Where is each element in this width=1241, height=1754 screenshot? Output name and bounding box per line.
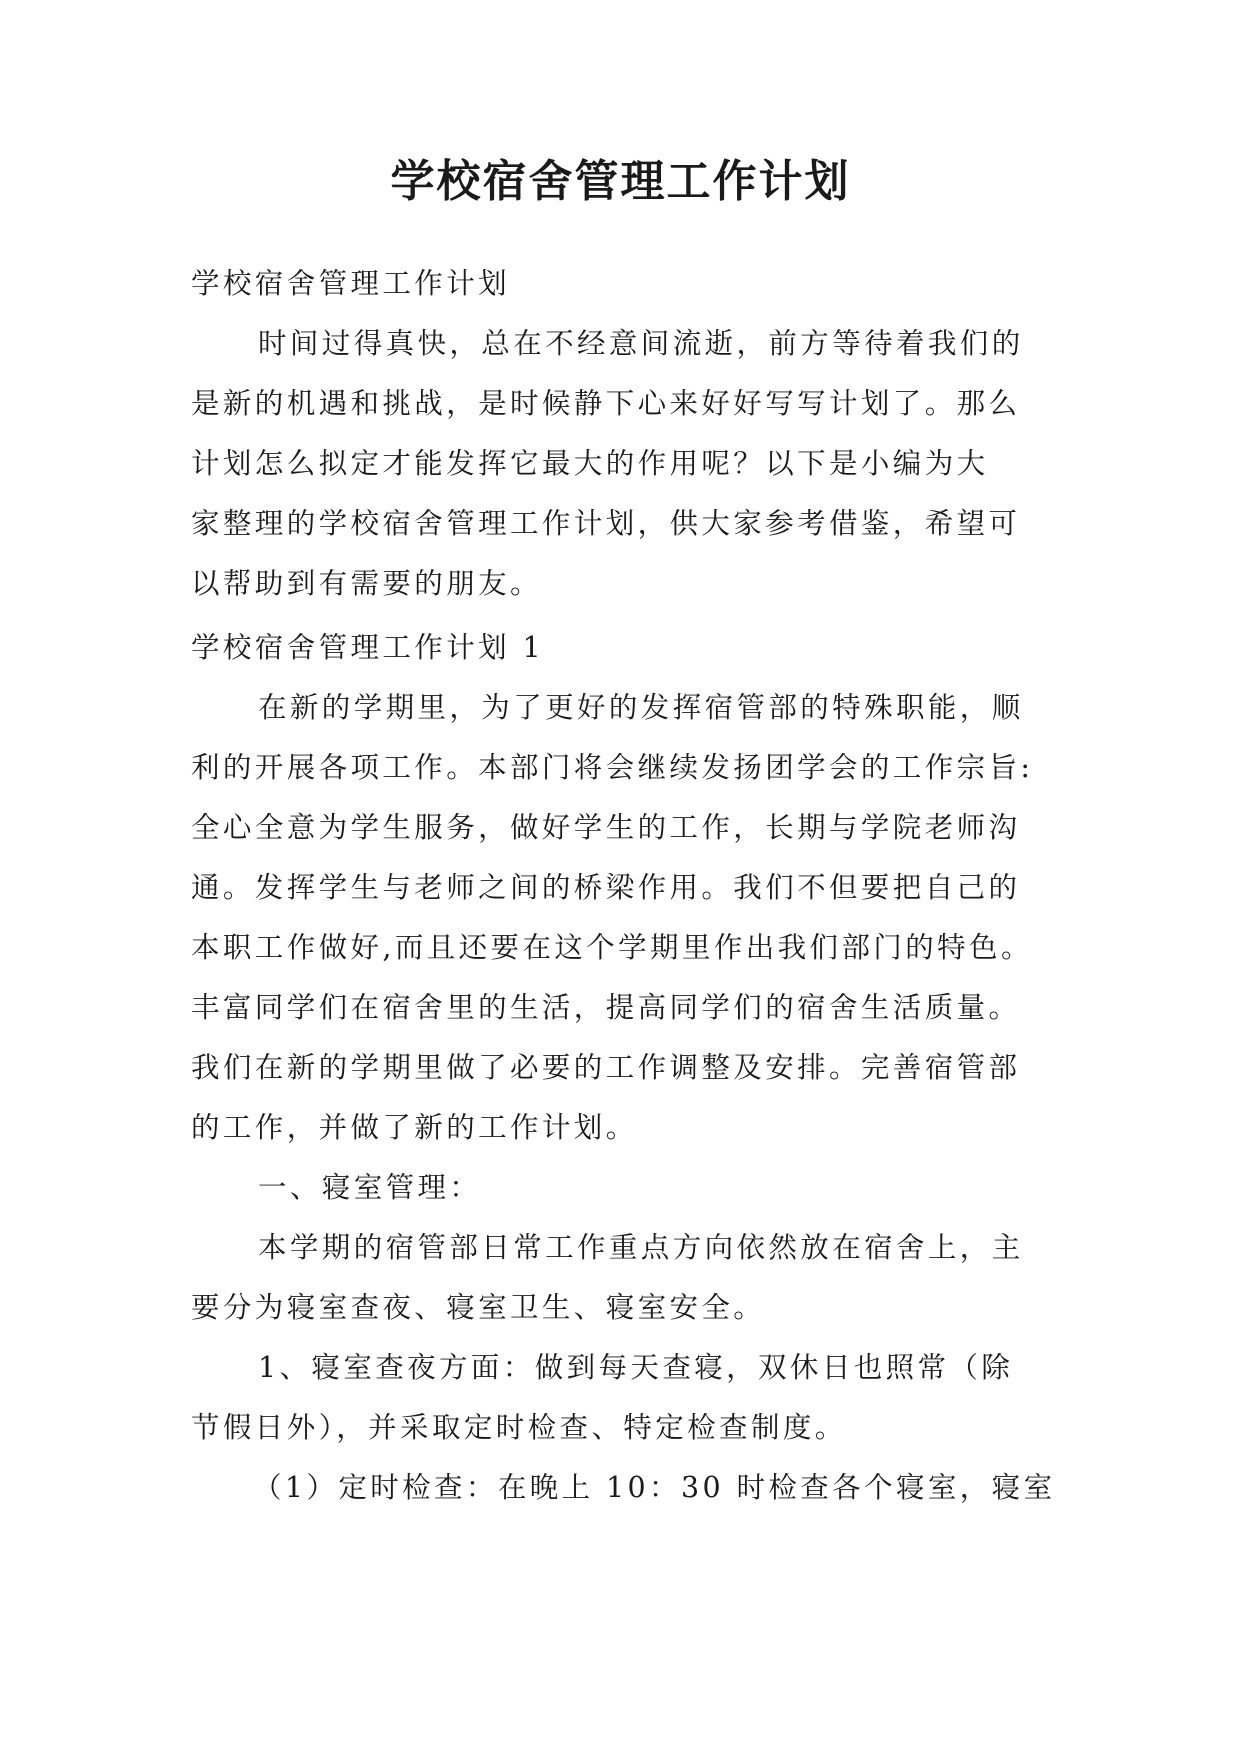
section-1-line-7: 我们在新的学期里做了必要的工作调整及安排。完善宿管部	[191, 1051, 1021, 1084]
item-1-sub-line: （1）定时检查：在晚上 10：30 时检查各个寝室，寝室	[253, 1471, 1056, 1504]
item-heading: 一、寝室管理：	[258, 1171, 482, 1204]
section-1-line-8: 的工作，并做了新的工作计划。	[191, 1111, 638, 1144]
section-1-line-4: 通。发挥学生与老师之间的桥梁作用。我们不但要把自己的	[191, 871, 1021, 904]
section-1-line-1: 在新的学期里，为了更好的发挥宿管部的特殊职能，顺	[258, 691, 1024, 724]
section-1-line-2: 利的开展各项工作。本部门将会继续发扬团学会的工作宗旨:	[191, 751, 1034, 784]
intro-line-1: 时间过得真快，总在不经意间流逝，前方等待着我们的	[258, 327, 1024, 360]
item-1-line-2: 节假日外），并采取定时检查、特定检查制度。	[191, 1411, 847, 1444]
intro-section	[191, 254, 1051, 614]
section-1-heading: 学校宿舍管理工作计划 1	[191, 631, 544, 664]
item-para-line-2: 要分为寝室查夜、寝室卫生、寝室安全。	[191, 1291, 766, 1324]
document-title: 学校宿舍管理工作计划	[390, 156, 851, 207]
intro-line-5: 以帮助到有需要的朋友。	[191, 567, 542, 600]
intro-heading: 学校宿舍管理工作计划	[191, 267, 511, 300]
intro-line-2: 是新的机遇和挑战，是时候静下心来好好写写计划了。那么	[191, 387, 1021, 420]
item-para-line-1: 本学期的宿管部日常工作重点方向依然放在宿舍上，主	[258, 1231, 1024, 1264]
item-1-line-1: 1、寝室查夜方面：做到每天查寝，双休日也照常（除	[258, 1351, 1014, 1384]
intro-line-3: 计划怎么拟定才能发挥它最大的作用呢？以下是小编为大	[191, 447, 989, 480]
section-1-line-6: 丰富同学们在宿舍里的生活，提高同学们的宿舍生活质量。	[191, 991, 1021, 1024]
section-1	[191, 618, 1056, 1518]
intro-line-4: 家整理的学校宿舍管理工作计划，供大家参考借鉴，希望可	[191, 507, 1021, 540]
section-1-line-3: 全心全意为学生服务，做好学生的工作，长期与学院老师沟	[191, 811, 1021, 844]
section-1-line-5: 本职工作做好,而且还要在这个学期里作出我们部门的特色。	[191, 931, 1033, 964]
